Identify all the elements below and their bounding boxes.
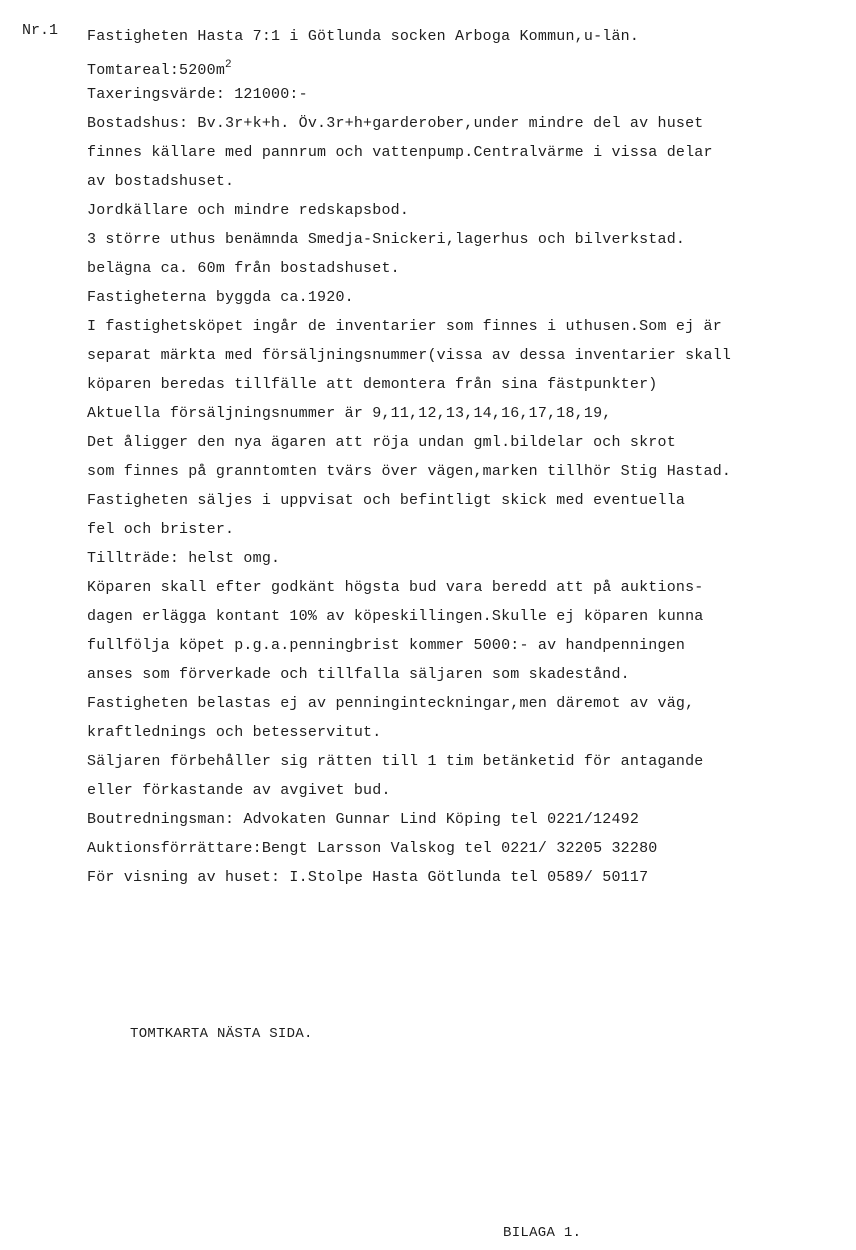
- text-line: som finnes på granntomten tvärs över vägen,marken tillhör Stig Hastad.: [87, 463, 732, 480]
- text-line: köparen beredas tillfälle att demontera från sina fästpunkter): [87, 376, 658, 393]
- text-line: Köparen skall efter godkänt högsta bud vara beredd att på auktions-: [87, 579, 704, 596]
- text-line: Fastigheten belastas ej av penninginteckningar,men däremot av väg,: [87, 695, 695, 712]
- text-line: Fastigheten säljes i uppvisat och befintligt skick med eventuella: [87, 492, 686, 509]
- text-line: av bostadshuset.: [87, 173, 235, 190]
- area-superscript: 2: [225, 59, 232, 71]
- text-line: För visning av huset: I.Stolpe Hasta Götlunda tel 0589/ 50117: [87, 869, 649, 886]
- text-line-area: [87, 51, 847, 80]
- text-line: anses som förverkade och tillfalla säljaren som skadestånd.: [87, 666, 630, 683]
- text-line: Bostadshus: Bv.3r+k+h. Öv.3r+h+garderober,under mindre del av huset: [87, 115, 704, 132]
- text-line: fullfölja köpet p.g.a.penningbrist kommer 5000:- av handpenningen: [87, 637, 686, 654]
- text-line: Fastigheten Hasta 7:1 i Götlunda socken Arboga Kommun,u-län.: [87, 28, 640, 45]
- text-line: 3 större uthus benämnda Smedja-Snickeri,lagerhus och bilverkstad.: [87, 231, 686, 248]
- text-line: belägna ca. 60m från bostadshuset.: [87, 260, 400, 277]
- text-line: fel och brister.: [87, 521, 235, 538]
- text-line: kraftlednings och betesservitut.: [87, 724, 382, 741]
- text-line: Det åligger den nya ägaren att röja undan gml.bildelar och skrot: [87, 434, 676, 451]
- attachment-label: BILAGA 1.: [503, 1225, 582, 1241]
- text-line: Taxeringsvärde: 121000:-: [87, 86, 308, 103]
- text-line: Säljaren förbehåller sig rätten till 1 tim betänketid för antagande: [87, 753, 704, 770]
- text-line: Fastigheterna byggda ca.1920.: [87, 289, 354, 306]
- next-page-note: TOMTKARTA NÄSTA SIDA.: [130, 1026, 313, 1042]
- text-line: separat märkta med försäljningsnummer(vissa av dessa inventarier skall: [87, 347, 732, 364]
- text-line: Auktionsförrättare:Bengt Larsson Valskog tel 0221/ 32205 32280: [87, 840, 658, 857]
- document-body: [87, 22, 847, 892]
- area-text: Tomtareal:5200m: [87, 62, 226, 79]
- text-line: finnes källare med pannrum och vattenpump.Centralvärme i vissa delar: [87, 144, 713, 161]
- text-line: Aktuella försäljningsnummer är 9,11,12,13,14,16,17,18,19,: [87, 405, 612, 422]
- text-line: Jordkällare och mindre redskapsbod.: [87, 202, 410, 219]
- text-line: I fastighetsköpet ingår de inventarier som finnes i uthusen.Som ej är: [87, 318, 722, 335]
- text-line: Boutredningsman: Advokaten Gunnar Lind Köping tel 0221/12492: [87, 811, 640, 828]
- text-line: Tillträde: helst omg.: [87, 550, 281, 567]
- text-line: eller förkastande av avgivet bud.: [87, 782, 391, 799]
- item-number: Nr.1: [22, 22, 59, 39]
- text-line: dagen erlägga kontant 10% av köpeskillingen.Skulle ej köparen kunna: [87, 608, 704, 625]
